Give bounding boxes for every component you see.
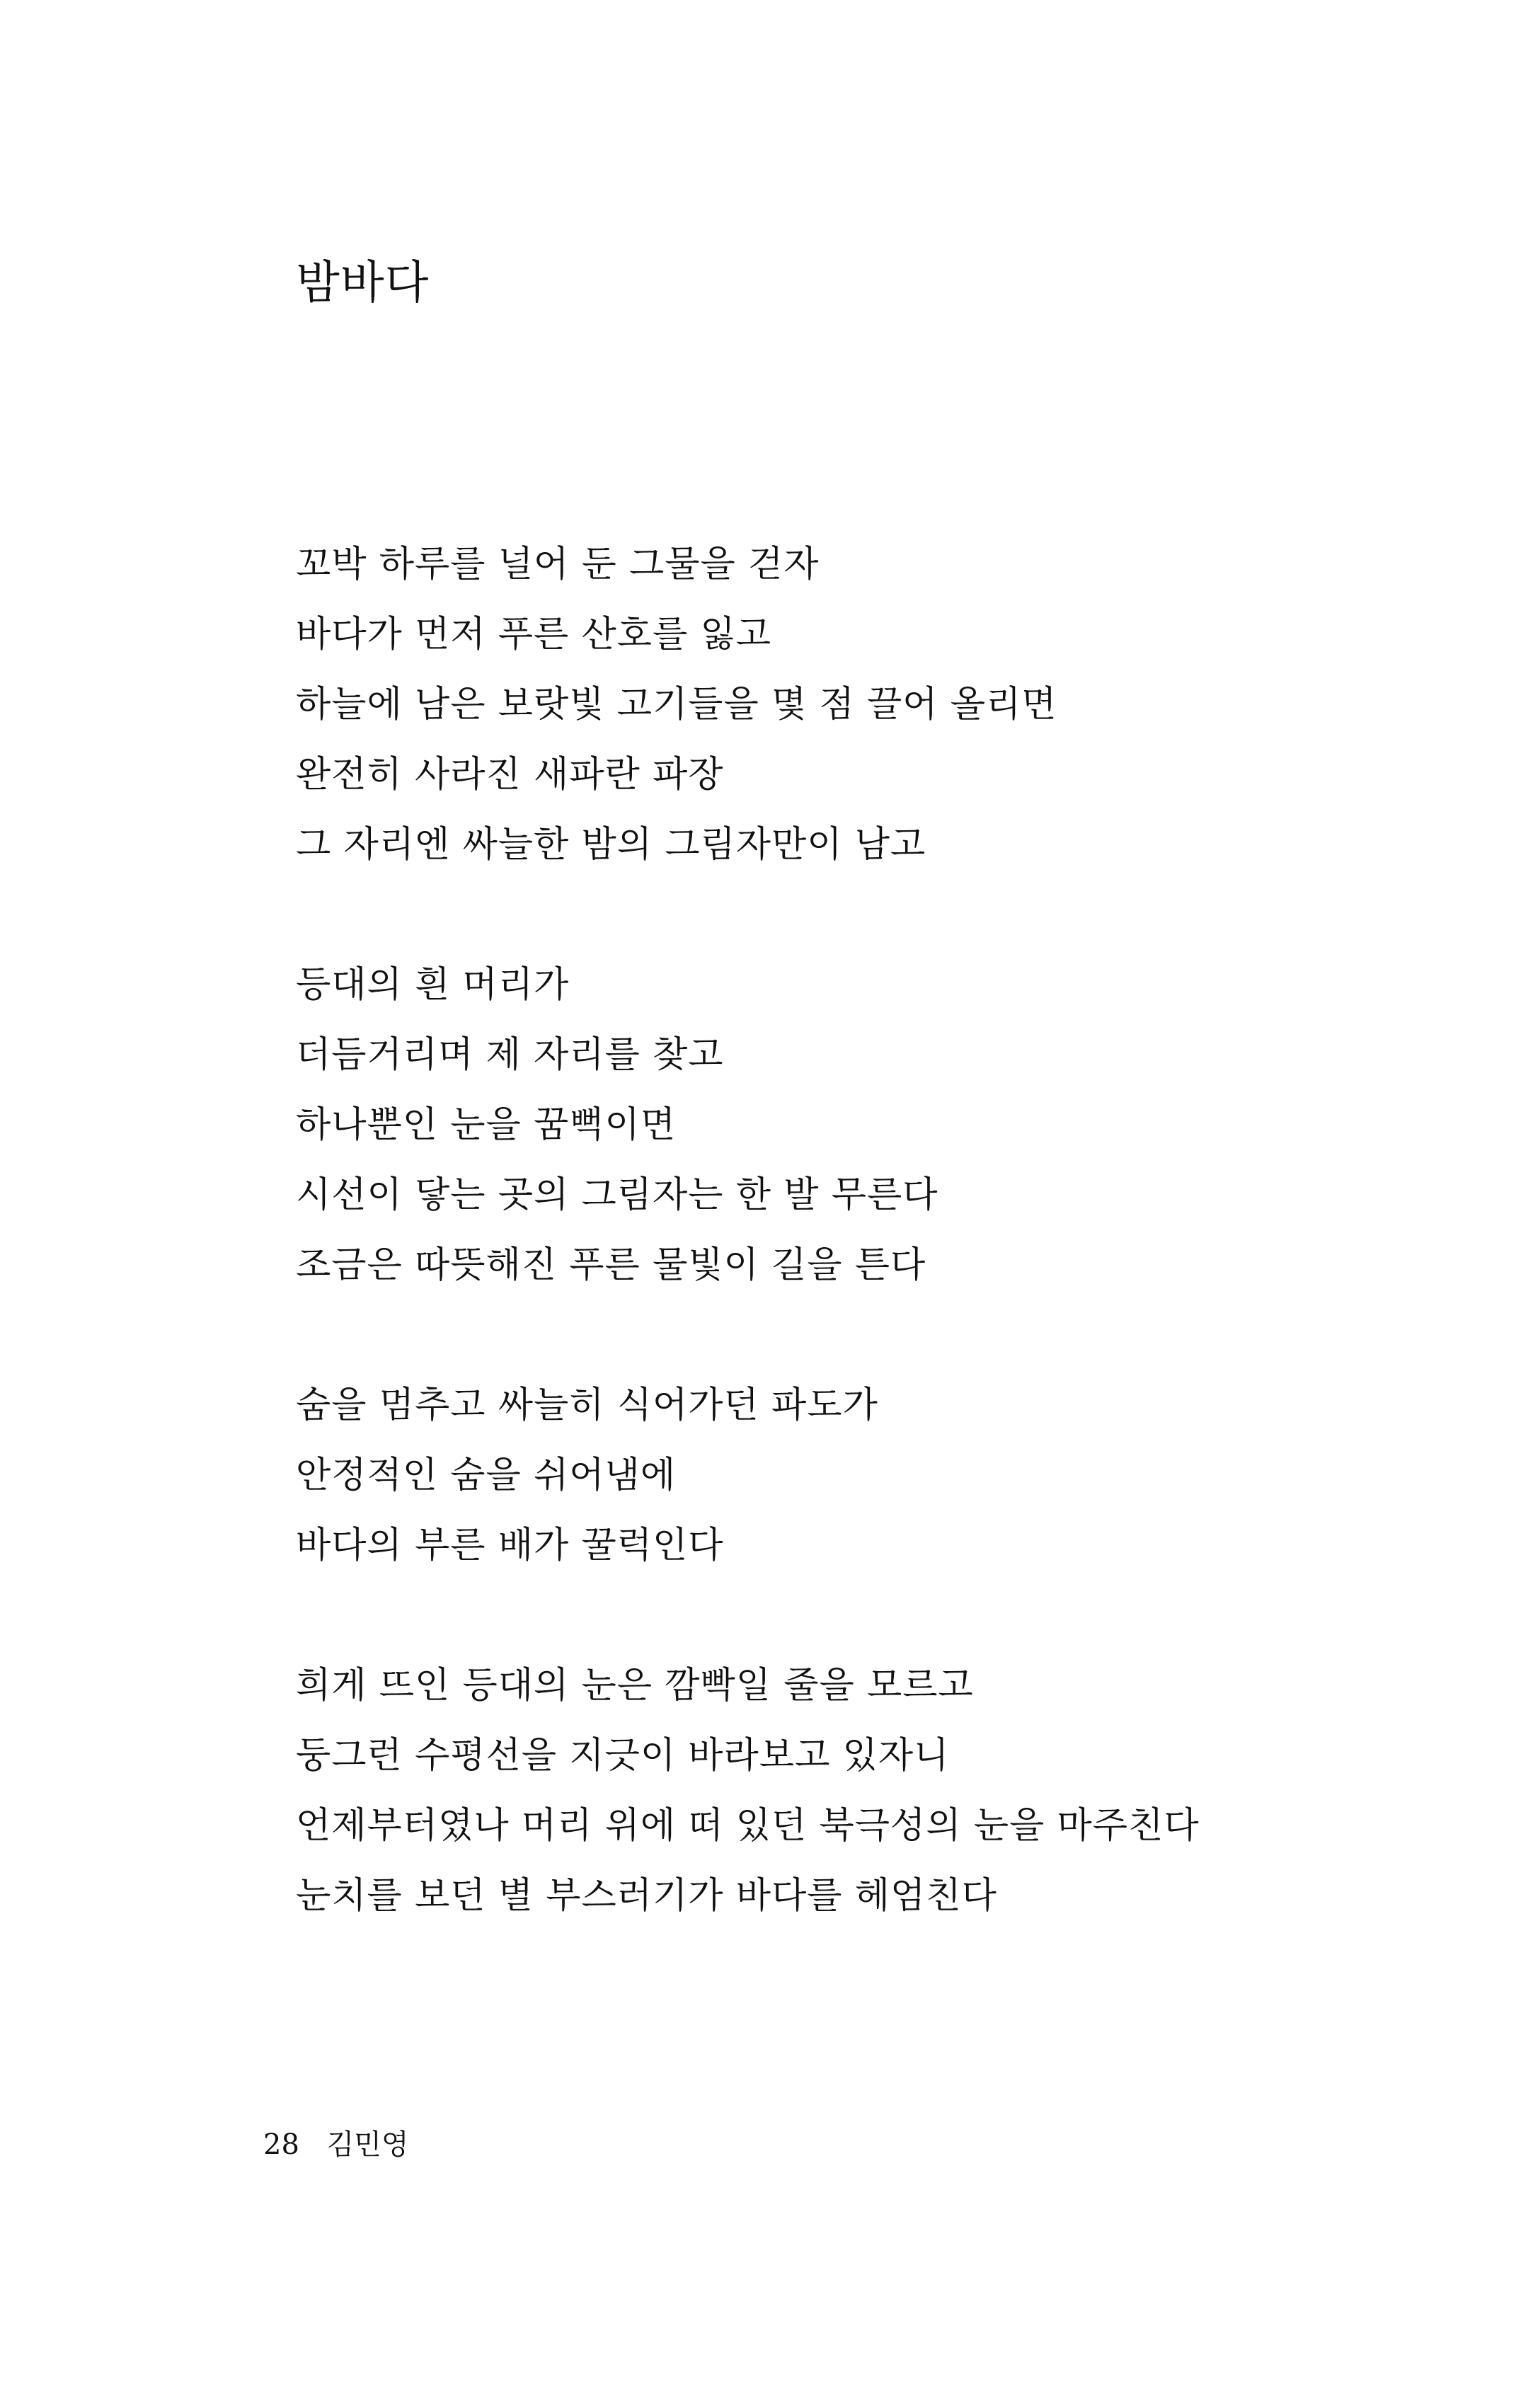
poem-line: 바다의 부른 배가 꿀럭인다 [296, 1525, 724, 1566]
stanza [296, 1651, 1464, 1931]
poem-line: 등대의 흰 머리가 [296, 964, 570, 1006]
poem-line: 하늘에 남은 보랏빛 고기들을 몇 점 끌어 올리면 [296, 684, 1057, 726]
poem-line: 언제부터였나 머리 위에 떠 있던 북극성의 눈을 마주친다 [296, 1805, 1200, 1847]
poem-line: 그 자리엔 싸늘한 밤의 그림자만이 남고 [296, 824, 926, 866]
poem-line: 희게 뜨인 등대의 눈은 깜빡일 줄을 모르고 [296, 1665, 974, 1707]
poem-line: 완전히 사라진 새파란 파장 [296, 754, 724, 796]
stanza [296, 1370, 1464, 1581]
poem-line: 하나뿐인 눈을 꿈뻑이면 [296, 1104, 677, 1146]
poem-line: 눈치를 보던 별 부스러기가 바다를 헤엄친다 [296, 1875, 997, 1917]
poem-line: 시선이 닿는 곳의 그림자는 한 발 무른다 [296, 1174, 938, 1216]
stanza [296, 529, 1464, 880]
poem-line: 꼬박 하루를 널어 둔 그물을 걷자 [296, 544, 820, 585]
poem-title: 밤바다 [296, 257, 430, 309]
stanza [296, 950, 1464, 1300]
author-name: 김민영 [326, 2128, 409, 2161]
poem-line: 둥그런 수평선을 지긋이 바라보고 있자니 [296, 1735, 950, 1777]
poem-line: 안정적인 숨을 쉬어냄에 [296, 1455, 677, 1496]
poem-body [296, 529, 1464, 2001]
poem-line: 바다가 먼저 푸른 산호를 잃고 [296, 614, 772, 655]
page-footer [263, 2123, 409, 2166]
poem-line: 조금은 따뜻해진 푸른 물빛이 길을 튼다 [296, 1244, 926, 1286]
poem-line: 숨을 멈추고 싸늘히 식어가던 파도가 [296, 1384, 878, 1426]
poem-line: 더듬거리며 제 자리를 찾고 [296, 1034, 724, 1076]
page-number: 28 [263, 2128, 299, 2161]
